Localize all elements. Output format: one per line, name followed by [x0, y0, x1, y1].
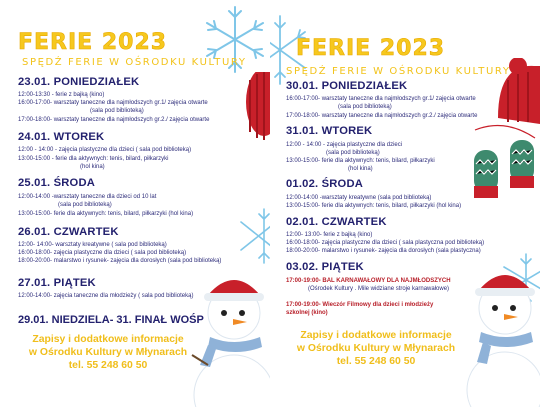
- event-line: 16:00-17:00- warsztaty taneczne dla najmłodszych gr.1/ zajęcia otwarte: [18, 100, 208, 106]
- knitted-hat-icon: [240, 72, 270, 142]
- event-line: 13:00-15:00- ferie dla aktywnych: tenis, bilard, piłkarzyki: [286, 158, 435, 164]
- event-line: (sala pod biblioteką): [58, 202, 112, 208]
- event-line: 12:00 - 14:00 - zajęcia plastyczne dla dzieci: [286, 142, 403, 148]
- mittens-icon: [470, 120, 540, 210]
- contact-phone: tel. 55 248 60 50: [68, 360, 148, 371]
- day-heading: 25.01. ŚRODA: [18, 177, 96, 189]
- day-heading: 02.01. CZWARTEK: [286, 216, 387, 228]
- snowman-icon: [465, 268, 540, 407]
- event-line: 12:00- 13:00- ferie z bajką (kino): [286, 232, 373, 238]
- day-heading: 24.01. WTOREK: [18, 131, 105, 143]
- event-line: 18:00-20:00- malarstwo i rysunek- zajęcia dla dorosłych (sala plastyczna): [286, 248, 481, 254]
- event-line: 17:00-18:00- warsztaty taneczne dla najmłodszych gr.2./ zajęcia otwarte: [18, 117, 210, 123]
- event-line-highlight: 17:00-19:00- BAL KARNAWAŁOWY DLA NAJMŁODSZYCH: [286, 278, 451, 284]
- day-heading: 23.01. PONIEDZIAŁEK: [18, 76, 140, 88]
- contact-line: w Ośrodku Kultury w Młynarach: [28, 347, 188, 358]
- contact-line: Zapisy i dodatkowe informacje: [300, 330, 452, 341]
- poster-right: [270, 0, 540, 407]
- event-line: 16:00-18:00- zajęcia plastyczne dla dzieci ( sala pod biblioteką): [18, 250, 187, 256]
- snowflake-icon: [236, 205, 270, 267]
- event-line-highlight: szkolnej (kino): [286, 310, 328, 316]
- poster-subtitle: SPĘDŹ FERIE W OŚRODKU KULTURY: [286, 66, 511, 77]
- final-event-heading: 29.01. NIEDZIELA- 31. FINAŁ WOŚP: [18, 314, 204, 326]
- event-line: (hol kina): [80, 164, 105, 170]
- contact-info: [276, 329, 476, 368]
- contact-info: [8, 333, 208, 372]
- event-line: 12:00-14:00 -warsztaty taneczne dla dzieci od 10 lat: [18, 194, 157, 200]
- event-line: 13:00-15:00- ferie dla aktywnych: tenis, bilard, piłkarzyki (hol kina): [286, 203, 462, 209]
- day-heading: 30.01. PONIEDZIAŁEK: [286, 80, 408, 92]
- day-heading: 31.01. WTOREK: [286, 125, 373, 137]
- contact-line: Zapisy i dodatkowe informacje: [32, 334, 184, 345]
- event-line: 16:00-18:00- zajęcia plastyczne dla dzieci ( sala plastyczna pod biblioteką): [286, 240, 485, 246]
- event-line: (Ośrodek Kultury . Mile widziane stroje karnawałowe): [308, 286, 450, 292]
- contact-line: w Ośrodku Kultury w Młynarach: [296, 343, 456, 354]
- event-line: 13:00-15:00- ferie dla aktywnych: tenis, bilard, piłkarzyki (hol kina): [18, 211, 194, 217]
- event-line: (sala pod biblioteką): [338, 104, 392, 110]
- event-line: 13:00-15:00 - ferie dla aktywnych: tenis, bilard, piłkarzyki: [18, 156, 169, 162]
- day-heading: 27.01. PIĄTEK: [18, 277, 96, 289]
- event-line: 18:00-20:00- malarstwo i rysunek- zajęcia dla dorosłych (sala pod biblioteką): [18, 258, 222, 264]
- event-line: (hol kina): [348, 166, 373, 172]
- event-line: 12:00 - 14:00 - zajęcia plastyczne dla dzieci ( sala pod biblioteką): [18, 147, 192, 153]
- day-heading: 03.02. PIĄTEK: [286, 261, 364, 273]
- event-line: 12:00-14:00 -warsztaty kreatywne (sala pod biblioteką): [286, 195, 432, 201]
- event-line: 16:00-17:00- warsztaty taneczne dla najmłodszych gr.1/ zajęcia otwarte: [286, 96, 476, 102]
- event-line-highlight: 17:00-19:00- Wieczór Filmowy dla dzieci i młodzieży: [286, 302, 434, 308]
- poster-title: FERIE 2023: [18, 30, 168, 55]
- event-line: 17:00-18:00- warsztaty taneczne dla najmłodszych gr.2./ zajęcia otwarte: [286, 113, 478, 119]
- contact-phone: tel. 55 248 60 50: [336, 356, 416, 367]
- event-line: 12:00-14:00- zajęcia taneczne dla młodzieży ( sala pod biblioteką): [18, 293, 194, 299]
- event-line: (sala pod biblioteką): [326, 150, 380, 156]
- poster-subtitle: SPĘDŹ FERIE W OŚRODKU KULTURY: [22, 57, 247, 68]
- event-line: (sala pod biblioteką): [90, 108, 144, 114]
- day-heading: 01.02. ŚRODA: [286, 178, 364, 190]
- day-heading: 26.01. CZWARTEK: [18, 226, 119, 238]
- event-line: 12:00- 14:00- warsztaty kreatywne ( sala pod biblioteką): [18, 242, 167, 248]
- event-line: 12:00-13:30 - ferie z bajką (kino): [18, 92, 105, 98]
- poster-title: FERIE 2023: [296, 36, 446, 61]
